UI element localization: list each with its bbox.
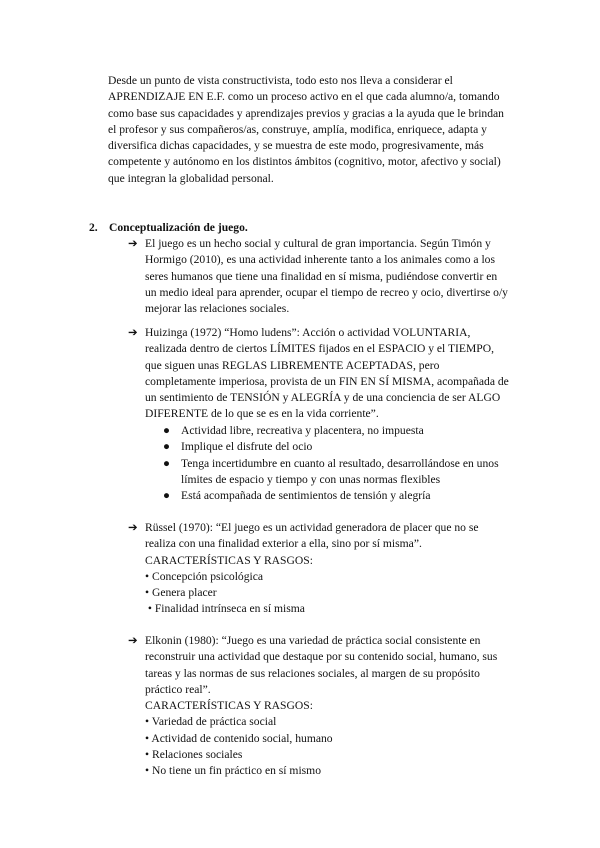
bullet-icon: ● <box>163 424 171 437</box>
intro-paragraph <box>108 73 528 187</box>
list-item-text: Está acompañada de sentimientos de tensión y alegría <box>181 489 431 503</box>
arrow-bullet-icon: ➔ <box>128 521 138 534</box>
list-item <box>160 423 535 439</box>
intro-line: diversifica dichas capacidades, y se muestra de este modo, progresivamente, más <box>108 139 484 153</box>
entry-timon-hormigo <box>145 236 530 317</box>
intro-line: APRENDIZAJE EN E.F. como un proceso activo en el que cada alumno/a, tomando <box>108 90 500 104</box>
section-title: Conceptualización de juego. <box>109 221 248 234</box>
list-item: • Variedad de práctica social <box>145 715 277 729</box>
entry-line: DIFERENTE de lo que se es en la vida corriente”. <box>145 407 379 421</box>
list-item: • Concepción psicológica <box>145 569 264 583</box>
entry-line: práctico real”. <box>145 682 211 696</box>
entry-line: un medio ideal para aprender, ocupar el tiempo de recreo y ocio, divertirse o/y <box>145 285 508 299</box>
characteristics-list <box>145 569 530 618</box>
bullet-icon: ● <box>163 456 171 470</box>
entry-line: que siguen unas REGLAS LIBREMENTE ACEPTADAS, pero <box>145 358 440 372</box>
intro-line: Desde un punto de vista constructivista, todo esto nos lleva a considerar el <box>108 74 453 87</box>
list-item: • Actividad de contenido social, humano <box>145 731 333 745</box>
intro-line: que integran la globalidad personal. <box>108 171 274 185</box>
entry-line: tareas y las normas de sus relaciones sociales, al margen de su propósito <box>145 666 480 680</box>
list-item: • Genera placer <box>145 586 217 600</box>
entry-line: Huizinga (1972) “Homo ludens”: Acción o actividad VOLUNTARIA, <box>145 326 471 339</box>
entry-line: un sentimiento de TENSIÓN y ALEGRÍA y de una conciencia de ser ALGO <box>145 391 501 405</box>
characteristics-heading: CARACTERÍSTICAS Y RASGOS: <box>145 699 313 713</box>
entry-line: realiza con una finalidad exterior a ella, sino por sí misma”. <box>145 537 422 551</box>
intro-line: competente y autónomo en los distintos ámbitos (cognitivo, motor, afectivo y social) <box>108 155 501 169</box>
entry-line: El juego es un hecho social y cultural de gran importancia. Según Timón y <box>145 237 491 250</box>
intro-line: como base sus capacidades y aprendizajes previos y gracias a la ayuda que le brindan <box>108 106 504 120</box>
entry-elkonin <box>145 633 530 780</box>
entry-quote <box>145 633 530 698</box>
entry-line: completamente imperiosa, provista de un FIN EN SÍ MISMA, acompañada de <box>145 374 509 388</box>
arrow-bullet-icon: ➔ <box>128 237 138 250</box>
list-item <box>160 488 535 504</box>
entry-huizinga <box>145 325 530 423</box>
list-item: • Finalidad intrínseca en sí misma <box>145 602 305 616</box>
arrow-bullet-icon: ➔ <box>128 634 138 647</box>
list-item-text: límites de espacio y tiempo y con unas normas flexibles <box>181 472 441 486</box>
entry-line: realizada dentro de ciertos LÍMITES fijados en el ESPACIO y el TIEMPO, <box>145 342 495 356</box>
entry-line: Elkonin (1980): “Juego es una variedad de práctica social consistente en <box>145 634 481 647</box>
entry-line: mejorar las relaciones sociales. <box>145 302 290 316</box>
section-heading <box>89 220 248 236</box>
bullet-icon: ● <box>163 489 171 503</box>
entry-russel <box>145 520 530 618</box>
list-item <box>160 439 535 455</box>
arrow-bullet-icon: ➔ <box>128 326 138 339</box>
list-item: • No tiene un fin práctico en sí mismo <box>145 764 321 778</box>
entry-quote <box>145 520 530 553</box>
intro-line: el profesor y sus compañeros/as, construye, amplía, modifica, enriquece, adapta y <box>108 122 487 136</box>
section-number: 2. <box>89 221 98 234</box>
bullet-icon: ● <box>163 440 171 454</box>
entry-line: seres humanos que tiene una finalidad en sí misma, pudiéndose convertir en <box>145 269 498 283</box>
list-item <box>160 456 535 489</box>
entry-line: Hormigo (2010), es una actividad inherente tanto a los animales como a los <box>145 253 495 267</box>
characteristics-list <box>145 714 530 779</box>
list-item-text: Implique el disfrute del ocio <box>181 440 313 454</box>
entry-line: reconstruir una actividad que destaque por su contenido social, humano, sus <box>145 650 498 664</box>
huizinga-bullet-list <box>160 423 535 504</box>
characteristics-heading: CARACTERÍSTICAS Y RASGOS: <box>145 553 313 567</box>
list-item-text: Actividad libre, recreativa y placentera, no impuesta <box>181 424 424 437</box>
list-item: • Relaciones sociales <box>145 748 243 762</box>
list-item-text: Tenga incertidumbre en cuanto al resultado, desarrollándose en unos <box>181 456 499 470</box>
entry-line: Rüssel (1970): “El juego es un actividad generadora de placer que no se <box>145 521 479 534</box>
